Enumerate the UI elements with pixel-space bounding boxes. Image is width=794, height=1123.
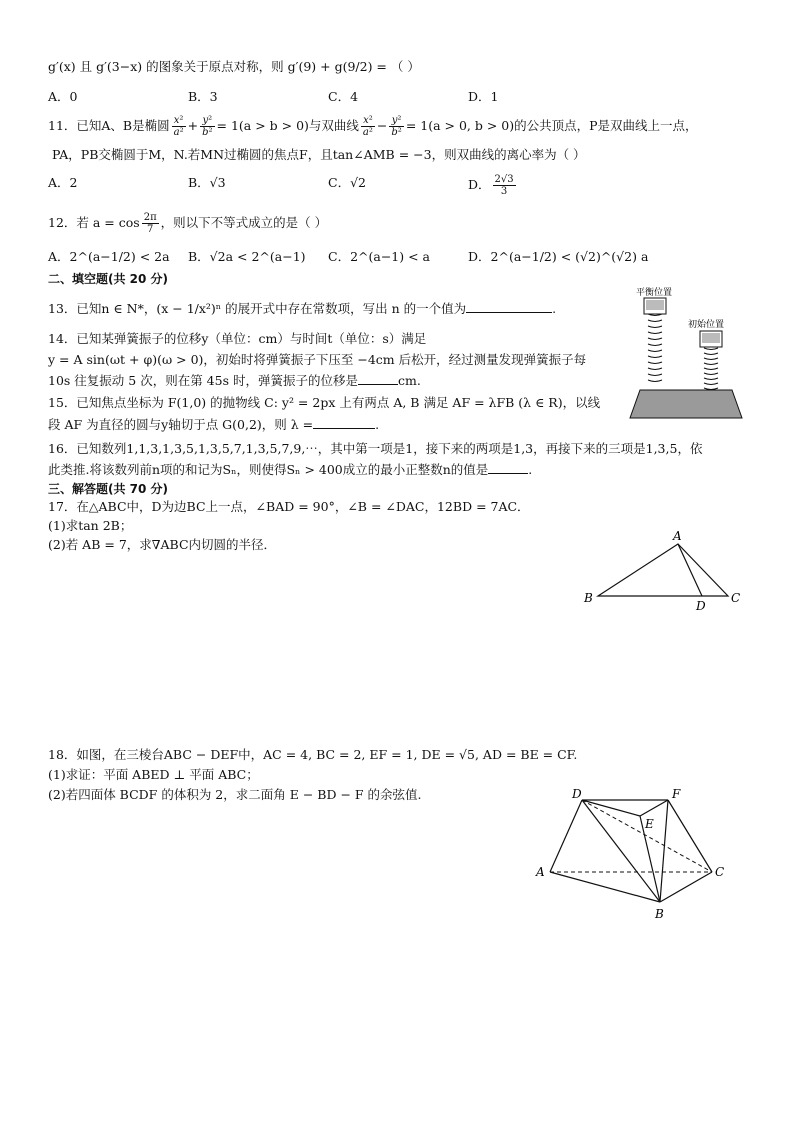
q11-option-d-frac: $\frac{2√3}{3}$ (494, 174, 514, 197)
section-fill-in-heading: 二、填空题(共 20 分) (48, 272, 169, 286)
ellipse-term-y: $\frac{\text{y²}}{\text{b²}}$ (202, 115, 213, 138)
q14-unit: cm. (397, 373, 421, 388)
q15-line2: 段 AF 为直径的圆与y轴切于点 G(0,2)，则 λ = . (48, 417, 380, 432)
label-a: A (536, 865, 545, 879)
edge-fc (668, 800, 712, 872)
triangle-abc-figure (578, 526, 748, 616)
q16-line1: 16．已知数列1,1,3,1,3,5,1,3,5,7,1,3,5,7,9,⋯，其中第一项是1，接下来的两项是1,3，再接下来的三项是1,3,5，依 (48, 441, 703, 456)
q15-line1: 15．已知焦点坐标为 F(1,0) 的抛物线 C: y² = 2px 上有两点 A, B 满足 AF = λFB (λ ∈ R)，以线 (48, 395, 601, 410)
edge-de (582, 800, 640, 816)
triangle-abc (598, 544, 728, 596)
right-mass-shade (702, 333, 720, 343)
q10-tail-text (48, 58, 420, 76)
q12-stem-b: ，则以下不等式成立的是（ ） (160, 215, 328, 230)
edge-ef (640, 800, 668, 816)
q14-line3-text: 10s 往复振动 5 次，则在第 45s 时，弹簧振子的位移是 (48, 373, 358, 388)
q18-stem: 18．如图，在三棱台ABC − DEF中，AC = 4, BC = 2, EF = 1, DE = √5, AD = BE = CF. (48, 747, 578, 762)
q16-line2-text: 此类推.将该数列前n项的和记为Sₙ，则使得Sₙ > 400成立的最小正整数n的值是 (48, 462, 489, 477)
label-a: A (673, 529, 682, 543)
q11-options (48, 174, 608, 197)
section-solution-heading: 三、解答题(共 70 分) (48, 482, 169, 496)
q18-part1: (1)求证：平面 ABED ⊥ 平面 ABC； (48, 767, 259, 782)
edge-bc (660, 872, 712, 902)
q10-option-b: B．3 (188, 89, 218, 104)
edge-dc-hidden (582, 800, 712, 872)
left-spring (648, 314, 662, 382)
q10-options (48, 88, 608, 106)
spring-label-right: 初始位置 (688, 320, 725, 330)
q11-option-b: B．√3 (188, 175, 226, 190)
q11-ellipse-tail: = 1(a > b > 0)与双曲线 (216, 118, 359, 133)
label-d: D (696, 599, 706, 613)
q13-answer-blank (466, 312, 552, 313)
q15-line2-text: 段 AF 为直径的圆与y轴切于点 G(0,2)，则 λ = (48, 417, 314, 432)
q11-hyper-tail: = 1(a > 0, b > 0)的公共顶点，P是双曲线上一点， (405, 118, 698, 133)
q14-line1: 14．已知某弹簧振子的位移y（单位：cm）与时间t（单位：s）满足 (48, 331, 427, 346)
q11-stem-start: 11．已知A、B是椭圆 (48, 118, 170, 133)
q16-answer-blank (488, 473, 528, 474)
q18-part2: (2)若四面体 BCDF 的体积为 2，求二面角 E − BD − F 的余弦值. (48, 787, 422, 802)
q12-stem (48, 212, 327, 235)
q14-line2: y = A sin(ωt + φ)(ω > 0)，初始时将弹簧振子下压至 −4cm 后松开，经过测量发现弹簧振子每 (48, 352, 587, 367)
triangle-abc-svg (578, 526, 748, 616)
q11-line2: PA，PB交椭圆于M，N.若MN过椭圆的焦点F，且tan∠AMB = −3，则双曲线的离心率为（ ） (52, 147, 586, 162)
q11-option-d: D． $\frac{2√3}{3}$ (468, 174, 514, 197)
hyper-term-y: $\frac{\text{y²}}{\text{b²}}$ (391, 115, 402, 138)
edge-da (550, 800, 582, 872)
segment-ad (678, 544, 702, 596)
spring-base (630, 390, 742, 418)
q12-option-d: D．2^(a−1/2) < (√2)^(√2) a (468, 249, 649, 264)
label-e: E (645, 817, 654, 831)
label-c: C (731, 591, 741, 605)
q12-option-a: A．2^(a−1/2) < 2a (48, 249, 170, 264)
q10-option-c: C．4 (328, 89, 359, 104)
label-d: D (572, 787, 582, 801)
label-c: C (715, 865, 725, 879)
q12-option-c: C．2^(a−1) < a (328, 249, 430, 264)
q11-option-c: C．√2 (328, 175, 366, 190)
spring-figure (628, 284, 748, 420)
q11-line1: 11．已知A、B是椭圆 $\frac{\text{x²}}{\text{a²}}$ + $\frac{\text{y²}}{\text{b²}}$ = 1(a > b > 0)与双曲线 $\frac{\text{x²}}{\text{a²}}$ − $\frac{\text{y²}}{\text{b²}}$ = 1(a > 0, b > 0)的公共顶点，P是双曲线上一点， (48, 115, 698, 138)
q15-answer-blank (313, 428, 375, 429)
q16-line2: 此类推.将该数列前n项的和记为Sₙ，则使得Sₙ > 400成立的最小正整数n的值是 . (48, 462, 533, 477)
q10-option-a: A．0 (48, 89, 78, 104)
label-f: F (672, 787, 681, 801)
q10-option-d: D．1 (468, 89, 499, 104)
q14-answer-blank (358, 384, 398, 385)
frustum-svg (532, 784, 732, 924)
q12-options (48, 248, 668, 266)
frustum-figure (532, 784, 732, 924)
left-mass-shade (646, 300, 664, 310)
q14-line3 (48, 372, 421, 390)
q11-option-a: A．2 (48, 175, 78, 190)
ellipse-term-x: $\frac{\text{x²}}{\text{a²}}$ (173, 115, 184, 138)
q12-stem-a: 12．若 a = cos (48, 215, 140, 230)
q12-frac: $\frac{2\pi}{7}$ (143, 212, 157, 235)
label-b: B (584, 591, 593, 605)
edge-fb (660, 800, 668, 902)
q10-expr: g′(x) 且 g′(3−x) 的图象关于原点对称，则 g′(9) + g(9/2) = （ ） (48, 59, 420, 74)
q17-stem: 17．在△ABC中，D为边BC上一点，∠BAD = 90°，∠B = ∠DAC，12BD = 7AC． (48, 499, 530, 514)
q17-part1: (1)求tan 2B； (48, 518, 133, 533)
spring-label-left: 平衡位置 (636, 288, 673, 298)
edge-ab (550, 872, 660, 902)
hyper-term-x: $\frac{\text{x²}}{\text{a²}}$ (362, 115, 373, 138)
q13-line: 13．已知n ∈ N*，(x − 1/x²)ⁿ 的展开式中存在常数项，写出 n 的一个值为 . (48, 301, 557, 316)
q13-text: 13．已知n ∈ N*，(x − 1/x²)ⁿ 的展开式中存在常数项，写出 n 的一个值为 (48, 301, 467, 316)
right-spring (704, 348, 718, 390)
label-b: B (655, 907, 664, 921)
q12-option-b: B．√2a < 2^(a−1) (188, 249, 306, 264)
spring-diagram (628, 284, 748, 420)
q17-part2: (2)若 AB = 7，求∇ABC内切圆的半径． (48, 537, 277, 552)
